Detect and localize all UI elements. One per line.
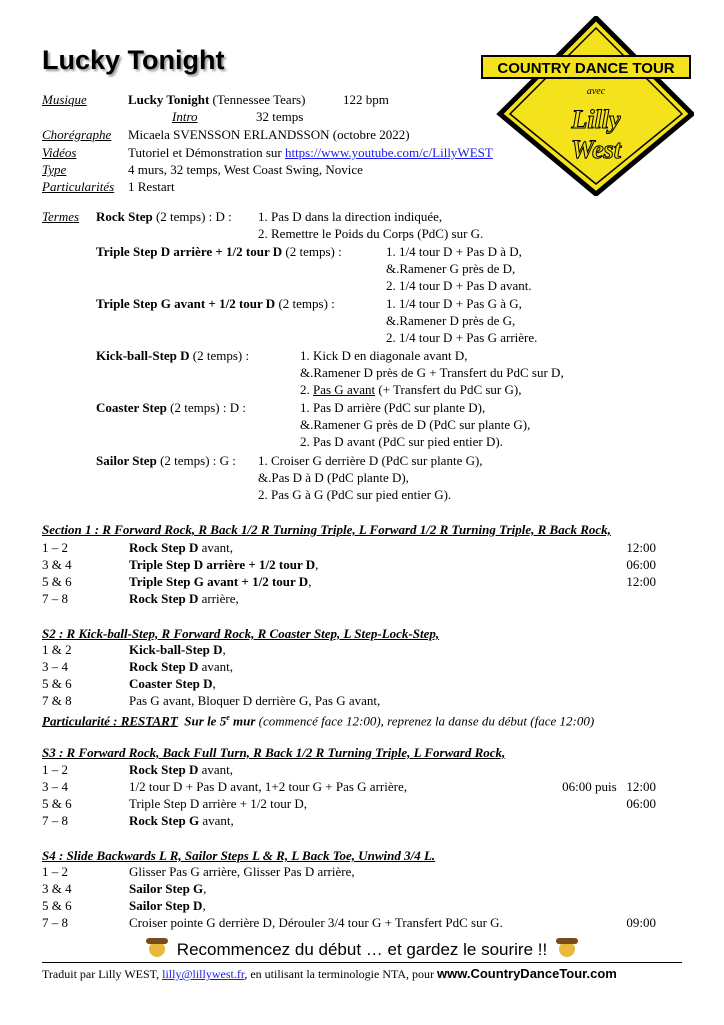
term-tsd-line: &.Ramener G près de D, <box>386 261 516 276</box>
step-count: 3 & 4 <box>42 557 72 572</box>
step-time: 06:00 puis 12:00 <box>562 779 656 794</box>
intro-label: Intro <box>172 109 198 124</box>
step-time: 12:00 <box>626 574 656 589</box>
term-rock-line: 1. Pas D dans la direction indiquée, <box>258 209 443 224</box>
credit-line: Traduit par Lilly WEST, lilly@lillywest.fr, en utilisant la terminologie NTA, pour www.CountryDanceTour.com <box>42 966 617 981</box>
step-desc: Rock Step G avant, <box>129 813 234 828</box>
section-3-heading: S3 : R Forward Rock, Back Full Turn, R Back 1/2 R Turning Triple, L Forward Rock, <box>42 745 506 760</box>
musique-label: Musique <box>42 92 87 107</box>
step-count: 7 – 8 <box>42 813 68 828</box>
intro-value: 32 temps <box>256 109 304 124</box>
term-triple-step-d: Triple Step D arrière + 1/2 tour D (2 temps) : <box>96 244 342 259</box>
term-ss-line: 1. Croiser G derrière D (PdC sur plante G), <box>258 453 483 468</box>
term-triple-step-g: Triple Step G avant + 1/2 tour D (2 temps) : <box>96 296 335 311</box>
step-desc: Sailor Step D, <box>129 898 206 913</box>
svg-text:West: West <box>570 135 622 164</box>
svg-text:Lilly: Lilly <box>571 105 621 134</box>
section-4-heading: S4 : Slide Backwards L R, Sailor Steps L & R, L Back Toe, Unwind 3/4 L. <box>42 848 436 863</box>
step-desc: Rock Step D avant, <box>129 540 233 555</box>
step-desc: Triple Step D arrière + 1/2 tour D, <box>129 557 319 572</box>
bpm: 122 bpm <box>343 92 389 107</box>
step-count: 1 – 2 <box>42 864 68 879</box>
email-link[interactable]: lilly@lillywest.fr <box>162 967 245 981</box>
step-count: 5 & 6 <box>42 574 72 589</box>
section-1-heading: Section 1 : R Forward Rock, R Back 1/2 R Turning Triple, L Forward 1/2 R Turning Triple, R Back Rock, <box>42 522 611 537</box>
cowboy-smiley-icon <box>149 941 165 957</box>
term-cs-line: 1. Pas D arrière (PdC sur plante D), <box>300 400 486 415</box>
restart-note: Particularité : RESTART Sur le 5e mur (commencé face 12:00), reprenez la danse du début (face 12:00) <box>42 713 595 729</box>
step-desc: Kick-ball-Step D, <box>129 642 226 657</box>
step-time: 09:00 <box>626 915 656 930</box>
termes-label: Termes <box>42 209 80 224</box>
step-desc: Sailor Step G, <box>129 881 207 896</box>
choregraphe-label: Chorégraphe <box>42 127 112 142</box>
step-count: 5 & 6 <box>42 676 72 691</box>
choregraphe-value: Micaela SVENSSON ERLANDSSON (octobre 2022) <box>128 127 410 142</box>
page-title: Lucky Tonight <box>42 45 225 75</box>
term-ss-line: 2. Pas G à G (PdC sur pied entier G). <box>258 487 452 502</box>
term-ss-line: &.Pas D à D (PdC plante D), <box>258 470 409 485</box>
type-value: 4 murs, 32 temps, West Coast Swing, Novice <box>128 162 363 177</box>
site-link[interactable]: www.CountryDanceTour.com <box>437 966 617 981</box>
youtube-link[interactable]: https://www.youtube.com/c/LillyWEST <box>284 145 493 160</box>
step-desc: Pas G avant, Bloquer D derrière G, Pas G avant, <box>129 693 381 708</box>
videos-label: Vidéos <box>42 145 77 160</box>
footer-message: Recommencez du début … et gardez le sourire !! <box>0 939 724 961</box>
country-dance-tour-logo <box>478 16 694 196</box>
step-count: 3 – 4 <box>42 659 68 674</box>
step-desc: Triple Step G avant + 1/2 tour D, <box>129 574 312 589</box>
term-cs-line: 2. Pas D avant (PdC sur pied entier D). <box>300 434 503 449</box>
section-2-heading: S2 : R Kick-ball-Step, R Forward Rock, R Coaster Step, L Step-Lock-Step, <box>42 626 440 641</box>
term-tsd-line: 2. 1/4 tour D + Pas D avant. <box>386 278 532 293</box>
step-desc: 1/2 tour D + Pas D avant, 1+2 tour G + Pas G arrière, <box>129 779 407 794</box>
term-sailor-step: Sailor Step (2 temps) : G : <box>96 453 236 468</box>
step-count: 7 & 8 <box>42 693 72 708</box>
term-coaster-step: Coaster Step (2 temps) : D : <box>96 400 246 415</box>
step-count: 3 – 4 <box>42 779 68 794</box>
term-cs-line: &.Ramener G près de D (PdC sur plante G), <box>300 417 531 432</box>
term-kbs-line: &.Ramener D près de G + Transfert du PdC sur D, <box>300 365 564 380</box>
step-desc: Glisser Pas G arrière, Glisser Pas D arrière, <box>129 864 355 879</box>
videos-value: Tutoriel et Démonstration sur https://www.youtube.com/c/LillyWEST <box>128 145 493 160</box>
step-time: 06:00 <box>626 557 656 572</box>
step-count: 3 & 4 <box>42 881 72 896</box>
step-time: 12:00 <box>626 540 656 555</box>
step-desc: Rock Step D avant, <box>129 762 233 777</box>
term-kbs-line: 2. Pas G avant (+ Transfert du PdC sur G), <box>300 382 522 397</box>
svg-text:avec: avec <box>586 86 606 97</box>
step-count: 1 – 2 <box>42 540 68 555</box>
musique-value: Lucky Tonight (Tennessee Tears) <box>128 92 306 107</box>
step-count: 5 & 6 <box>42 898 72 913</box>
term-kick-ball-step: Kick-ball-Step D (2 temps) : <box>96 348 250 363</box>
term-tsg-line: 2. 1/4 tour D + Pas G arrière. <box>386 330 538 345</box>
step-count: 1 & 2 <box>42 642 72 657</box>
cowboy-smiley-icon <box>559 941 575 957</box>
step-count: 1 – 2 <box>42 762 68 777</box>
particularites-value: 1 Restart <box>128 179 175 194</box>
term-tsg-line: 1. 1/4 tour D + Pas G à G, <box>386 296 522 311</box>
term-tsg-line: &.Ramener D près de G, <box>386 313 516 328</box>
step-desc: Triple Step D arrière + 1/2 tour D, <box>129 796 307 811</box>
step-time: 06:00 <box>626 796 656 811</box>
term-kbs-line: 1. Kick D en diagonale avant D, <box>300 348 468 363</box>
step-desc: Rock Step D arrière, <box>129 591 239 606</box>
step-count: 5 & 6 <box>42 796 72 811</box>
footer-divider <box>42 962 682 963</box>
step-desc: Croiser pointe G derrière D, Dérouler 3/4 tour G + Transfert PdC sur G. <box>129 915 503 930</box>
step-count: 7 – 8 <box>42 591 68 606</box>
term-rock-line: 2. Remettre le Poids du Corps (PdC) sur G. <box>258 226 484 241</box>
svg-text:COUNTRY DANCE TOUR: COUNTRY DANCE TOUR <box>497 60 675 77</box>
term-rock-step: Rock Step (2 temps) : D : <box>96 209 232 224</box>
step-desc: Rock Step D avant, <box>129 659 233 674</box>
type-label: Type <box>42 162 67 177</box>
particularites-label: Particularités <box>42 179 115 194</box>
term-tsd-line: 1. 1/4 tour D + Pas D à D, <box>386 244 522 259</box>
step-count: 7 – 8 <box>42 915 68 930</box>
step-desc: Coaster Step D, <box>129 676 216 691</box>
